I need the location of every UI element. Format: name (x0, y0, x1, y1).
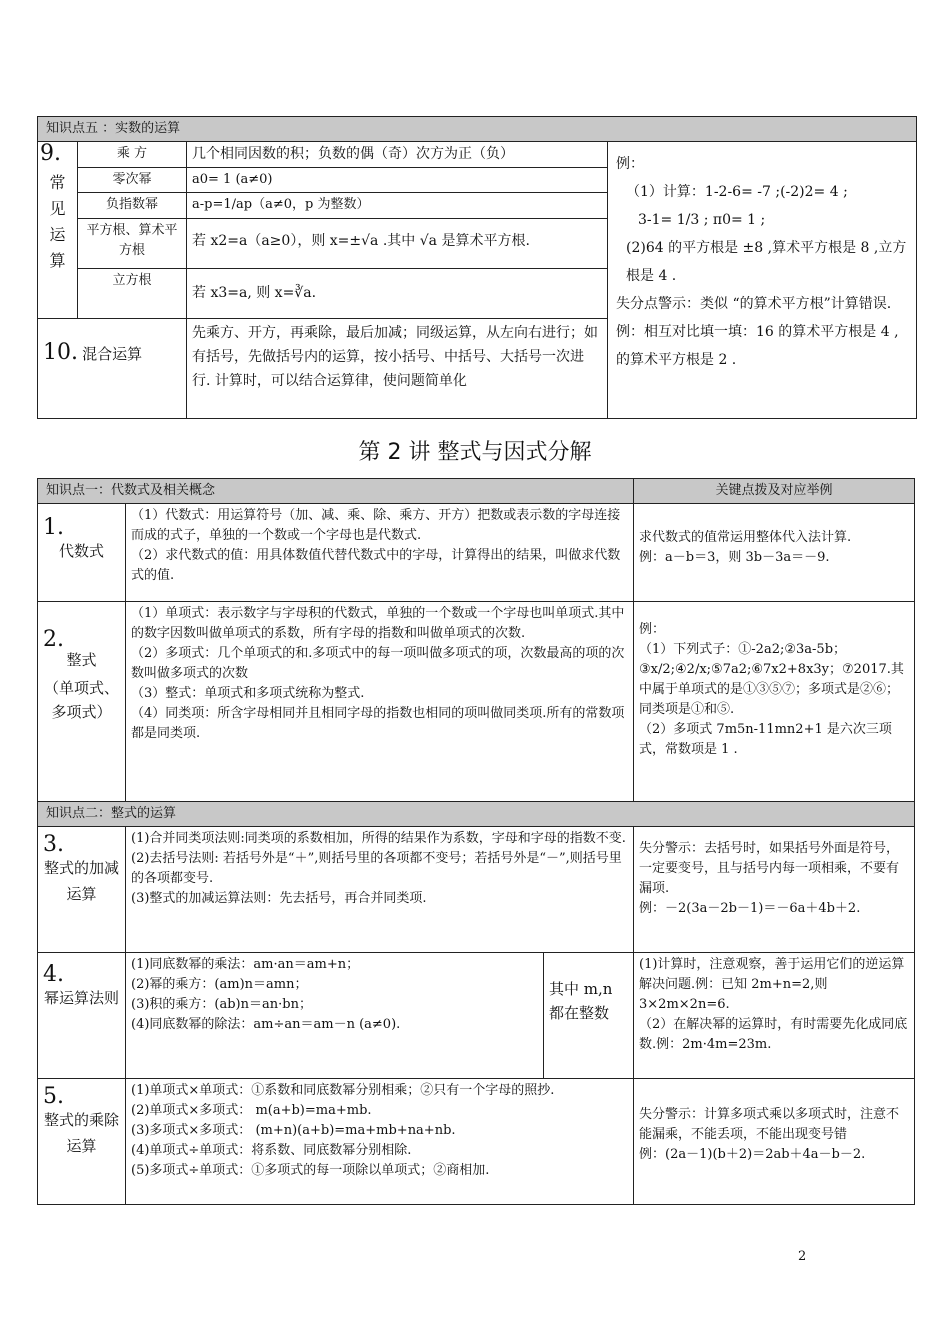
item-number: 3. (43, 832, 64, 857)
content-line: (1)同底数幂的乘法：am·an＝am+n； (131, 957, 360, 972)
item-content (126, 602, 634, 802)
tip-line: （2）多项式 7m5n-11mn2+1 是六次三项式，常数项是 1 . (639, 722, 892, 757)
item-number: 2. (43, 627, 64, 652)
section-header: 知识点二：整式的运算 (38, 802, 915, 827)
item-label: 整式的加减运算 (43, 859, 119, 903)
tip-cell (634, 953, 915, 1079)
content-line: (5)多项式÷单项式：①多项式的每一项除以单项式；②商相加. (131, 1163, 490, 1178)
page-number: 2 (798, 1249, 807, 1264)
row-desc: a-p=1/ap（a≠0，p 为整数） (187, 193, 608, 219)
item-number: 1. (43, 515, 64, 540)
content-line: (2)单项式×多项式： m(a+b)=ma+mb. (131, 1103, 372, 1118)
polynomial-table (37, 478, 915, 1205)
item-content (126, 504, 634, 602)
row-name: 平方根、算术平方根 (78, 219, 187, 269)
tip-line: (1)计算时，注意观察，善于运用它们的逆运算解决问题.例：已知 2m+n=2,则 3×2m×2n=6. (639, 957, 905, 1012)
real-number-operations-table (37, 116, 917, 419)
content-line: (2)去括号法则: 若括号外是“＋”,则括号里的各项都不变号；若括号外是“－”,则括号里的各项都变号. (131, 851, 622, 886)
content-line: (4)单项式÷单项式：将系数、同底数幂分别相除. (131, 1143, 412, 1158)
example-cell (608, 142, 917, 419)
tip-line: （2）在解决幂的运算时，有时需要先化成同底数.例：2m·4m=23m. (639, 1017, 908, 1052)
section-header-right: 关键点拨及对应举例 (634, 479, 915, 504)
content-line: (4)同底数幂的除法：am÷an＝am－n (a≠0). (131, 1017, 401, 1032)
item-number: 4. (43, 962, 64, 987)
example-line: 3-1= 1/3 ; π0= 1 ; (638, 212, 766, 228)
tip-line: 失分警示：去括号时，如果括号外面是符号，一定要变号，且与括号内每一项相乘，不要有漏项. (639, 841, 900, 896)
content-line: （2）求代数式的值：用具体数值代替代数式中的字母，计算得出的结果，叫做求代数式的值. (131, 548, 621, 583)
tip-line: 求代数式的值常运用整体代入法计算. (639, 530, 852, 545)
tip-line: 例：(2a－1)(b＋2)＝2ab＋4a－b－2. (639, 1147, 866, 1162)
row-desc: 若 x2=a（a≥0），则 x=±√a .其中 √a 是算术平方根. (187, 219, 608, 269)
row-desc: a0= 1 (a≠0) (187, 168, 608, 193)
item-content (126, 953, 544, 1079)
item-sublabel: （单项式、多项式） (43, 679, 119, 721)
tip-line: （1）下列式子：①-2a2;②3a-5b；③x/2;④2/x;⑤7a2;⑥7x2+8x3y；⑦2017.其中属于单项式的是①③⑤⑦；多项式是②⑥；同类项是①和⑤. (639, 642, 904, 717)
row-name: 混合运算 (82, 345, 143, 363)
row-name: 零次幂 (78, 168, 187, 193)
content-line: （4）同类项：所含字母相同并且相同字母的指数也相同的项叫做同类项.所有的常数项都是同类项. (131, 706, 625, 741)
content-line: (3)积的乘方：(ab)n＝an·bn； (131, 997, 312, 1012)
group-label: 常见运算 (49, 173, 66, 270)
example-line: (2)64 的平方根是 ±8 ,算术平方根是 8 ,立方根是 4 . (626, 240, 907, 284)
row-desc: 几个相同因数的积；负数的偶（奇）次方为正（负） (187, 142, 608, 168)
item-content (126, 1079, 634, 1205)
item-label: 幂运算法则 (43, 989, 119, 1007)
tip-line: 例：a－b＝3，则 3b－3a＝－9. (639, 550, 830, 565)
content-line: (3)多项式×多项式： (m+n)(a+b)=ma+mb+na+nb. (131, 1123, 456, 1138)
section-header: 知识点一：代数式及相关概念 (38, 479, 634, 504)
item-label: 整式的乘除运算 (43, 1111, 119, 1155)
content-line: (1)单项式×单项式：①系数和同底数幂分别相乘；②只有一个字母的照抄. (131, 1083, 555, 1098)
row-name: 立方根 (78, 269, 187, 319)
item-number: 10. (43, 340, 78, 365)
row-desc: 先乘方、开方，再乘除，最后加减；同级运算，从左向右进行；如有括号，先做括号内的运算，按小括号、中括号、大括号一次进行. 计算时，可以结合运算律，使问题简单化 (187, 319, 608, 419)
tip-cell (634, 1079, 915, 1205)
tip-cell (634, 602, 915, 802)
item-number: 5. (43, 1084, 64, 1109)
content-line: （1）代数式：用运算符号（加、减、乘、除、乘方、开方）把数或表示数的字母连接而成的式子，单独的一个数或一个字母也是代数式. (131, 508, 621, 543)
content-line: (3)整式的加减运算法则：先去括号，再合并同类项. (131, 891, 427, 906)
row-name: 负指数幂 (78, 193, 187, 219)
item-label: 代数式 (58, 542, 104, 560)
tip-line: 例： (639, 622, 666, 637)
tip-cell (634, 827, 915, 953)
content-line: (2)幂的乘方：(am)n＝amn； (131, 977, 308, 992)
content-line: （3）整式：单项式和多项式统称为整式. (131, 686, 365, 701)
tip-line: 失分警示：计算多项式乘以多项式时，注意不能漏乘，不能丢项，不能出现变号错 (639, 1107, 900, 1142)
tip-line: 例：－2(3a－2b－1)＝－6a＋4b＋2. (639, 901, 861, 916)
example-line: （1）计算：1-2-6= -7 ;(-2)2= 4 ; (626, 184, 848, 200)
row-name: 乘 方 (78, 142, 187, 168)
exponent-note: 其中 m,n 都在整数 (544, 953, 634, 1079)
row-desc: 若 x3=a, 则 x=∛a. (187, 269, 608, 319)
item-content (126, 827, 634, 953)
item-number: 9. (40, 141, 61, 166)
section-header: 知识点五 ：实数的运算 (38, 117, 917, 142)
example-line: 例： (616, 156, 644, 172)
content-line: （1）单项式：表示数字与字母积的代数式，单独的一个数或一个字母也叫单项式.其中的数字因数叫做单项式的系数，所有字母的指数和叫做单项式的次数. (131, 606, 625, 641)
example-line: 失分点警示：类似 “的算术平方根”计算错误. 例：相互对比填一填：16 的算术平方根是 4 ,的算术平方根是 2 . (616, 296, 899, 368)
item-label: 整式 (66, 651, 97, 669)
content-line: （2）多项式：几个单项式的和.多项式中的每一项叫做多项式的项，次数最高的项的次数叫做多项式的次数 (131, 646, 625, 681)
lecture-title: 第 2 讲 整式与因式分解 (358, 440, 592, 465)
content-line: (1)合并同类项法则:同类项的系数相加，所得的结果作为系数，字母和字母的指数不变. (131, 831, 626, 846)
tip-cell (634, 504, 915, 602)
